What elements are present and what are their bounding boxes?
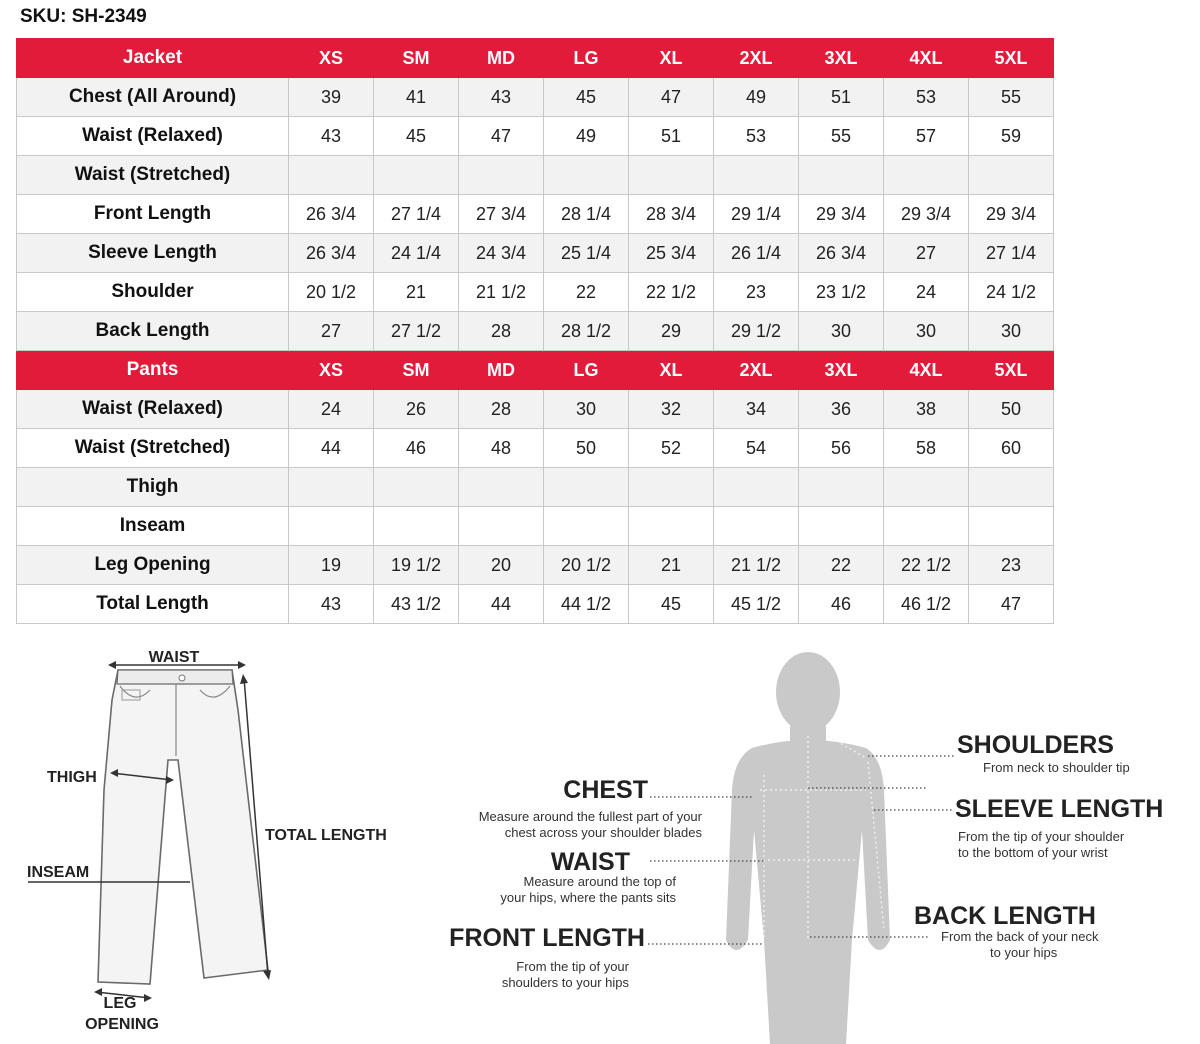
measurement-cell: 25 1/4 <box>544 234 629 273</box>
measurement-cell: 23 1/2 <box>799 273 884 312</box>
pants-leg-opening-label-2: OPENING <box>85 1016 159 1033</box>
measurement-cell: 45 <box>544 78 629 117</box>
pants-size-header: MD <box>459 351 544 390</box>
table-row <box>17 312 1054 351</box>
jacket-size-header: 3XL <box>799 39 884 78</box>
jacket-size-header: 2XL <box>714 39 799 78</box>
table-row <box>17 195 1054 234</box>
measurement-cell: 46 <box>374 429 459 468</box>
measurement-cell: 27 1/4 <box>969 234 1054 273</box>
measurement-cell: 24 <box>289 390 374 429</box>
measurement-cell: 30 <box>884 312 969 351</box>
measurement-cell: 22 1/2 <box>884 546 969 585</box>
sku-label: SKU: SH-2349 <box>20 6 147 27</box>
row-label: Thigh <box>17 468 289 507</box>
measurement-cell: 25 3/4 <box>629 234 714 273</box>
measurement-cell: 28 3/4 <box>629 195 714 234</box>
measurement-cell: 23 <box>714 273 799 312</box>
measurement-cell: 53 <box>884 78 969 117</box>
measurement-cell: 51 <box>629 117 714 156</box>
measurement-cell: 20 1/2 <box>289 273 374 312</box>
measurement-cell <box>544 507 629 546</box>
measurement-cell <box>714 507 799 546</box>
pants-thigh-label: THIGH <box>47 769 97 786</box>
measurement-cell: 28 1/4 <box>544 195 629 234</box>
measurement-cell: 28 <box>459 390 544 429</box>
measurement-cell: 44 <box>459 585 544 624</box>
measurement-cell: 45 <box>374 117 459 156</box>
pants-waist-label: WAIST <box>148 649 200 666</box>
row-label: Total Length <box>17 585 289 624</box>
measurement-cell: 29 <box>629 312 714 351</box>
measurement-cell: 58 <box>884 429 969 468</box>
measurement-cell: 27 <box>884 234 969 273</box>
measurement-cell: 50 <box>969 390 1054 429</box>
measurement-cell: 36 <box>799 390 884 429</box>
measurement-cell: 30 <box>969 312 1054 351</box>
pants-size-header: 4XL <box>884 351 969 390</box>
measurement-cell: 57 <box>884 117 969 156</box>
measurement-cell <box>374 507 459 546</box>
measurement-cell <box>969 507 1054 546</box>
jacket-size-header: SM <box>374 39 459 78</box>
measurement-cell: 21 1/2 <box>459 273 544 312</box>
measurement-cell: 24 <box>884 273 969 312</box>
table-row <box>17 390 1054 429</box>
table-row <box>17 156 1054 195</box>
jacket-size-header: LG <box>544 39 629 78</box>
pants-size-header: 2XL <box>714 351 799 390</box>
measurement-cell <box>714 156 799 195</box>
measurement-cell <box>799 507 884 546</box>
measurement-cell: 53 <box>714 117 799 156</box>
row-label: Chest (All Around) <box>17 78 289 117</box>
pants-size-header: LG <box>544 351 629 390</box>
measurement-cell <box>459 156 544 195</box>
chest-desc-1: Measure around the fullest part of your <box>478 809 702 824</box>
measurement-cell: 26 <box>374 390 459 429</box>
measurement-cell: 22 1/2 <box>629 273 714 312</box>
measurement-cell <box>629 156 714 195</box>
measurement-cell: 29 1/2 <box>714 312 799 351</box>
row-label: Waist (Stretched) <box>17 429 289 468</box>
measurement-cell <box>884 156 969 195</box>
back-length-desc-2: to your hips <box>990 945 1058 960</box>
pants-total-length-label: TOTAL LENGTH <box>265 827 387 844</box>
table-row <box>17 429 1054 468</box>
measurement-cell: 44 1/2 <box>544 585 629 624</box>
pants-icon <box>98 670 268 984</box>
pants-size-header: 3XL <box>799 351 884 390</box>
pants-leg-opening-label-1: LEG <box>103 995 137 1012</box>
shoulders-title: SHOULDERS <box>957 731 1114 759</box>
measurement-cell: 26 3/4 <box>289 195 374 234</box>
measurement-cell: 30 <box>799 312 884 351</box>
measurement-cell: 43 <box>459 78 544 117</box>
measurement-cell <box>544 156 629 195</box>
measurement-cell <box>969 468 1054 507</box>
measurement-cell <box>459 507 544 546</box>
pants-size-header: XL <box>629 351 714 390</box>
measurement-cell: 44 <box>289 429 374 468</box>
measurement-cell: 29 3/4 <box>884 195 969 234</box>
measurement-cell: 19 <box>289 546 374 585</box>
pants-size-header: 5XL <box>969 351 1054 390</box>
measurement-cell: 24 3/4 <box>459 234 544 273</box>
table-row <box>17 234 1054 273</box>
size-chart-table <box>16 38 1054 624</box>
measurement-cell: 43 <box>289 585 374 624</box>
front-length-desc-1: From the tip of your <box>516 959 629 974</box>
jacket-section-title: Jacket <box>17 39 289 78</box>
measurement-cell: 60 <box>969 429 1054 468</box>
back-length-desc-1: From the back of your neck <box>941 929 1099 944</box>
jacket-size-header: MD <box>459 39 544 78</box>
measurement-cell: 21 <box>374 273 459 312</box>
jacket-header-row <box>17 39 1054 78</box>
measurement-cell <box>374 156 459 195</box>
measurement-cell <box>544 468 629 507</box>
measurement-cell: 39 <box>289 78 374 117</box>
measurement-cell: 49 <box>544 117 629 156</box>
measurement-cell: 46 <box>799 585 884 624</box>
table-row <box>17 546 1054 585</box>
row-label: Waist (Stretched) <box>17 156 289 195</box>
jacket-size-header: XS <box>289 39 374 78</box>
pants-size-header: SM <box>374 351 459 390</box>
measurement-diagrams <box>0 640 1200 1044</box>
measurement-cell <box>374 468 459 507</box>
shoulders-desc: From neck to shoulder tip <box>983 760 1130 775</box>
pants-header-row <box>17 351 1054 390</box>
sleeve-length-desc-1: From the tip of your shoulder <box>958 829 1125 844</box>
measurement-cell: 26 3/4 <box>799 234 884 273</box>
measurement-cell <box>459 468 544 507</box>
measurement-cell: 43 1/2 <box>374 585 459 624</box>
measurement-cell: 52 <box>629 429 714 468</box>
measurement-cell <box>289 156 374 195</box>
measurement-cell: 26 3/4 <box>289 234 374 273</box>
measurement-cell: 43 <box>289 117 374 156</box>
measurement-cell: 28 <box>459 312 544 351</box>
measurement-cell: 55 <box>969 78 1054 117</box>
row-label: Back Length <box>17 312 289 351</box>
pants-size-header: XS <box>289 351 374 390</box>
measurement-cell: 46 1/2 <box>884 585 969 624</box>
measurement-cell: 47 <box>629 78 714 117</box>
row-label: Inseam <box>17 507 289 546</box>
measurement-cell <box>289 468 374 507</box>
table-row <box>17 507 1054 546</box>
table-row <box>17 78 1054 117</box>
measurement-cell: 50 <box>544 429 629 468</box>
measurement-cell: 47 <box>459 117 544 156</box>
measurement-cell: 34 <box>714 390 799 429</box>
waist-title: WAIST <box>550 848 630 876</box>
table-row <box>17 117 1054 156</box>
measurement-cell: 22 <box>799 546 884 585</box>
row-label: Waist (Relaxed) <box>17 390 289 429</box>
measurement-cell: 45 1/2 <box>714 585 799 624</box>
measurement-cell <box>629 507 714 546</box>
measurement-cell <box>289 507 374 546</box>
measurement-cell: 21 1/2 <box>714 546 799 585</box>
measurement-cell: 47 <box>969 585 1054 624</box>
measurement-cell: 30 <box>544 390 629 429</box>
pants-inseam-label: INSEAM <box>27 864 90 881</box>
row-label: Waist (Relaxed) <box>17 117 289 156</box>
sleeve-length-title: SLEEVE LENGTH <box>955 795 1164 823</box>
sleeve-length-desc-2: to the bottom of your wrist <box>958 845 1108 860</box>
measurement-cell <box>714 468 799 507</box>
jacket-size-header: XL <box>629 39 714 78</box>
measurement-cell <box>629 468 714 507</box>
body-diagram <box>449 652 1163 1044</box>
measurement-cell: 27 <box>289 312 374 351</box>
measurement-cell: 20 1/2 <box>544 546 629 585</box>
measurement-cell: 41 <box>374 78 459 117</box>
row-label: Front Length <box>17 195 289 234</box>
front-length-title: FRONT LENGTH <box>449 924 645 952</box>
back-length-title: BACK LENGTH <box>914 902 1096 930</box>
table-row <box>17 273 1054 312</box>
measurement-cell: 22 <box>544 273 629 312</box>
measurement-cell: 28 1/2 <box>544 312 629 351</box>
measurement-cell: 29 3/4 <box>969 195 1054 234</box>
table-row <box>17 585 1054 624</box>
measurement-cell <box>799 468 884 507</box>
measurement-cell: 26 1/4 <box>714 234 799 273</box>
measurement-cell: 20 <box>459 546 544 585</box>
waist-desc-1: Measure around the top of <box>523 874 676 889</box>
measurement-cell: 56 <box>799 429 884 468</box>
measurement-cell: 23 <box>969 546 1054 585</box>
chest-desc-2: chest across your shoulder blades <box>504 825 702 840</box>
measurement-cell <box>799 156 884 195</box>
jacket-size-header: 5XL <box>969 39 1054 78</box>
row-label: Sleeve Length <box>17 234 289 273</box>
measurement-cell: 24 1/4 <box>374 234 459 273</box>
measurement-cell <box>969 156 1054 195</box>
row-label: Shoulder <box>17 273 289 312</box>
chest-title: CHEST <box>563 776 648 804</box>
measurement-cell: 38 <box>884 390 969 429</box>
measurement-cell: 49 <box>714 78 799 117</box>
jacket-size-header: 4XL <box>884 39 969 78</box>
measurement-cell: 29 3/4 <box>799 195 884 234</box>
measurement-cell: 54 <box>714 429 799 468</box>
measurement-cell: 27 1/4 <box>374 195 459 234</box>
row-label: Leg Opening <box>17 546 289 585</box>
measurement-cell: 29 1/4 <box>714 195 799 234</box>
measurement-cell: 51 <box>799 78 884 117</box>
pants-section-title: Pants <box>17 351 289 390</box>
measurement-cell: 24 1/2 <box>969 273 1054 312</box>
measurement-cell: 27 1/2 <box>374 312 459 351</box>
measurement-cell: 45 <box>629 585 714 624</box>
pants-diagram <box>27 649 387 1033</box>
front-length-desc-2: shoulders to your hips <box>501 975 629 990</box>
measurement-cell: 55 <box>799 117 884 156</box>
measurement-cell <box>884 468 969 507</box>
measurement-cell <box>884 507 969 546</box>
measurement-cell: 21 <box>629 546 714 585</box>
measurement-cell: 19 1/2 <box>374 546 459 585</box>
measurement-cell: 27 3/4 <box>459 195 544 234</box>
table-row <box>17 468 1054 507</box>
measurement-cell: 32 <box>629 390 714 429</box>
measurement-cell: 48 <box>459 429 544 468</box>
measurement-cell: 59 <box>969 117 1054 156</box>
waist-desc-2: your hips, where the pants sits <box>500 890 676 905</box>
